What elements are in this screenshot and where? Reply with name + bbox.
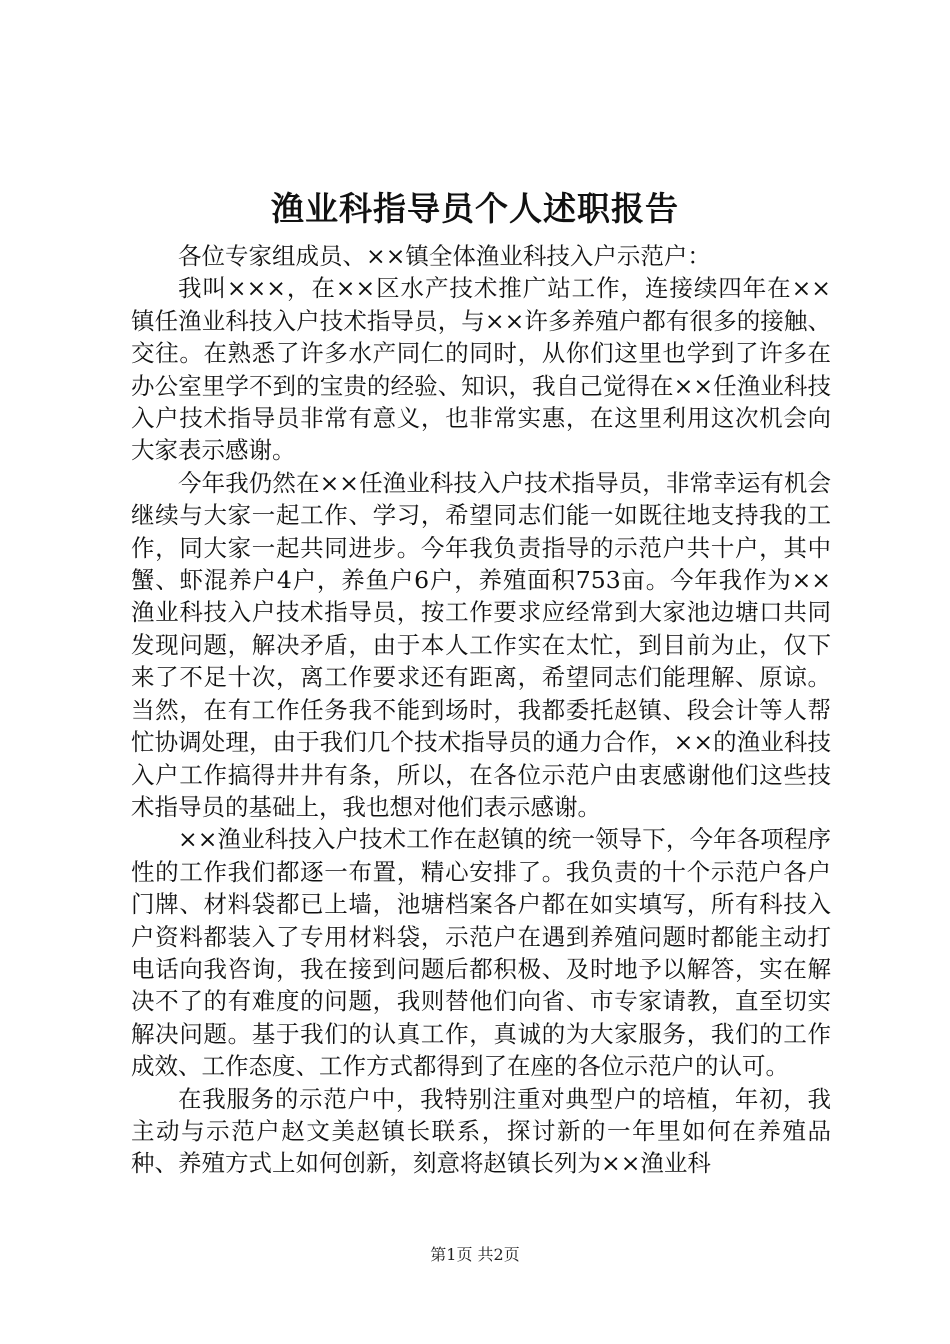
document-title: 渔业科指导员个人述职报告 <box>271 189 679 228</box>
salutation-paragraph: 各位专家组成员、××镇全体渔业科技入户示范户： <box>178 242 711 270</box>
body-paragraph: 今年我仍然在××任渔业科技入户技术指导员，非常幸运有机会继续与大家一起工作、学习，希望同志们能一如既往地支持我的工作，同大家一起共同进步。今年我负责指导的示范户共十户，其中蟹、虾混养户4户，养鱼户6户，养殖面积753亩。今年我作为××渔业科技入户技术指导员，按工作要求应经常到大家池边塘口共同发现问题，解决矛盾，由于本人工作实在太忙，到目前为止，仅下来了不足十次，离工作要求还有距离，希望同志们能理解、原谅。当然，在有工作任务我不能到场时，我都委托赵镇、段会计等人帮忙协调处理，由于我们几个技术指导员的通力合作，××的渔业科技入户工作搞得井井有条，所以，在各位示范户由衷感谢他们这些技术指导员的基础上，我也想对他们表示感谢。 <box>131 468 831 821</box>
page-number-footer: 第1页 共2页 <box>430 1245 520 1264</box>
body-paragraph: ××渔业科技入户技术工作在赵镇的统一领导下，今年各项程序性的工作我们都逐一布置，精心安排了。我负责的十个示范户各户门牌、材料袋都已上墙，池塘档案各户都在如实填写，所有科技入户资料都装入了专用材料袋，示范户在遇到养殖问题时都能主动打电话向我咨询，我在接到问题后都积极、及时地予以解答，实在解决不了的有难度的问题，我则替他们向省、市专家请教，直至切实解决问题。基于我们的认真工作，真诚的为大家服务，我们的工作成效、工作态度、工作方式都得到了在座的各位示范户的认可。 <box>131 825 831 1081</box>
document-body <box>131 240 831 1180</box>
body-paragraph: 我叫×××，在××区水产技术推广站工作，连接续四年在××镇任渔业科技入户技术指导员，与××许多养殖户都有很多的接触、交往。在熟悉了许多水产同仁的同时，从你们这里也学到了许多在办公室里学不到的宝贵的经验、知识，我自己觉得在××任渔业科技入户技术指导员非常有意义，也非常实惠，在这里利用这次机会向大家表示感谢。 <box>131 274 831 465</box>
body-paragraph: 在我服务的示范户中，我特别注重对典型户的培植，年初，我主动与示范户赵文美赵镇长联系，探讨新的一年里如何在养殖品种、养殖方式上如何创新，刻意将赵镇长列为××渔业科 <box>131 1084 831 1178</box>
